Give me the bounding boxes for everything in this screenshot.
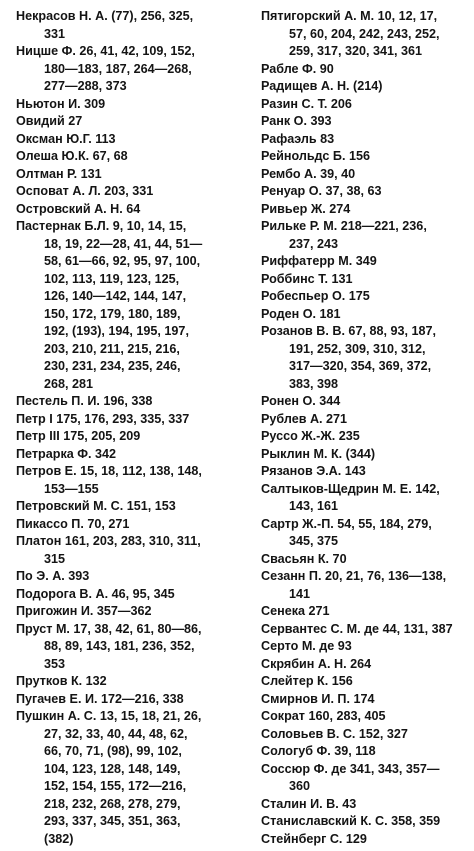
- index-entry-line: Роден О. 181: [261, 306, 341, 321]
- index-entry-line: 191, 252, 309, 310, 312,: [289, 341, 426, 356]
- index-entry-line: 203, 210, 211, 215, 216,: [44, 341, 180, 356]
- index-entry-line: 126, 140—142, 144, 147,: [44, 289, 187, 303]
- index-entry-line: Сологуб Ф. 39, 118: [261, 744, 376, 758]
- index-entry-line: 66, 70, 71, (98), 99, 102,: [44, 744, 182, 758]
- index-entry: [261, 551, 466, 569]
- index-entry-line: Рафаэль 83: [261, 131, 335, 146]
- index-entry-line: Соловьев В. С. 152, 327: [261, 726, 408, 741]
- index-entry-line: Салтыков-Щедрин М. Е. 142,: [261, 481, 440, 496]
- index-entry-line: Пугачев Е. И. 172—216, 338: [16, 691, 184, 706]
- index-entry-line: 268, 281: [44, 376, 94, 391]
- index-entry-line: Осповат А. Л. 203, 331: [16, 184, 154, 198]
- index-entry: [261, 113, 466, 131]
- index-entry-line: Петр III 175, 205, 209: [16, 429, 141, 443]
- index-entry: [261, 148, 466, 166]
- index-entry: [261, 411, 466, 429]
- index-entry-line: 141: [289, 586, 311, 601]
- index-entry: [261, 708, 466, 726]
- index-entry-line: 353: [44, 656, 66, 671]
- index-entry: [261, 831, 466, 849]
- index-entry: [261, 743, 466, 761]
- index-entry: [261, 621, 466, 639]
- index-entry-line: Серто М. де 93: [261, 639, 352, 653]
- index-entry-line: Станиславский К. С. 358, 359: [261, 814, 441, 828]
- index-entry-line: Сталин И. В. 43: [261, 796, 357, 811]
- index-entry: [261, 166, 466, 184]
- index-entry-line: Оксман Ю.Г. 113: [16, 131, 116, 146]
- index-entry: [261, 218, 466, 253]
- index-entry: [16, 673, 226, 691]
- index-entry: [16, 113, 226, 131]
- index-entry: [16, 498, 226, 516]
- index-entry: [261, 656, 466, 674]
- index-entry-line: Рембо А. 39, 40: [261, 166, 356, 181]
- index-entry-line: Прутков К. 132: [16, 674, 107, 688]
- index-entry-line: 293, 337, 345, 351, 363,: [44, 814, 181, 828]
- index-entry-line: 237, 243: [289, 236, 339, 251]
- index-entry-line: Смирнов И. П. 174: [261, 691, 375, 706]
- index-entry-line: 383, 398: [289, 376, 339, 391]
- index-entry-line: Рильке Р. М. 218—221, 236,: [261, 219, 427, 233]
- index-entry: [16, 43, 226, 96]
- index-entry-line: Стейнберг С. 129: [261, 831, 367, 846]
- index-entry-line: Радищев А. Н. (214): [261, 79, 383, 93]
- index-entry-line: Петрарка Ф. 342: [16, 446, 117, 461]
- index-entry: [16, 463, 226, 498]
- index-entry: [261, 813, 466, 831]
- index-entry: [261, 271, 466, 289]
- index-entry-line: 360: [289, 779, 311, 793]
- index-entry-line: Пригожин И. 357—362: [16, 604, 152, 618]
- index-entry: [261, 78, 466, 96]
- index-entry: [16, 166, 226, 184]
- index-entry-line: Петр I 175, 176, 293, 335, 337: [16, 411, 190, 426]
- index-entry: [261, 691, 466, 709]
- index-entry-line: 317—320, 354, 369, 372,: [289, 359, 432, 373]
- index-entry: [16, 533, 226, 568]
- index-entry: [261, 568, 466, 603]
- index-entry-line: Пастернак Б.Л. 9, 10, 14, 15,: [16, 219, 187, 233]
- index-entry-line: Петров Е. 15, 18, 112, 138, 148,: [16, 464, 202, 478]
- index-entry-line: 218, 232, 268, 278, 279,: [44, 796, 181, 811]
- index-entry-line: 315: [44, 551, 66, 566]
- index-entry-line: Ривьер Ж. 274: [261, 201, 351, 216]
- index-entry: [261, 446, 466, 464]
- index-entry: [261, 673, 466, 691]
- index-entry-line: 57, 60, 204, 242, 243, 252,: [289, 26, 440, 41]
- index-entry-line: Слейтер К. 156: [261, 674, 353, 688]
- index-column-left: [16, 8, 226, 848]
- index-entry-line: 150, 172, 179, 180, 189,: [44, 306, 181, 321]
- index-entry-line: 27, 32, 33, 40, 44, 48, 62,: [44, 726, 188, 741]
- index-entry: [261, 761, 466, 796]
- index-entry: [16, 8, 226, 43]
- index-entry-line: Ранк О. 393: [261, 114, 332, 128]
- index-entry: [16, 201, 226, 219]
- index-entry-line: Рабле Ф. 90: [261, 61, 334, 76]
- index-entry: [16, 586, 226, 604]
- index-entry-line: По Э. А. 393: [16, 569, 90, 583]
- index-entry: [261, 253, 466, 271]
- index-entry-line: Ронен О. 344: [261, 394, 341, 408]
- index-entry-line: Подорога В. А. 46, 95, 345: [16, 586, 175, 601]
- index-entry-line: Некрасов Н. А. (77), 256, 325,: [16, 9, 194, 23]
- index-entry-line: 180—183, 187, 264—268,: [44, 61, 192, 76]
- index-entry-line: 192, (193), 194, 195, 197,: [44, 324, 189, 338]
- index-entry: [261, 61, 466, 79]
- index-entry-line: Сартр Ж.-П. 54, 55, 184, 279,: [261, 516, 432, 531]
- index-entry-line: Сенека 271: [261, 604, 330, 618]
- index-entry-line: Рублев А. 271: [261, 411, 348, 426]
- index-entry: [261, 96, 466, 114]
- index-entry: [16, 603, 226, 621]
- index-entry-line: Риффатерр М. 349: [261, 254, 377, 268]
- index-entry: [261, 796, 466, 814]
- index-entry-line: 259, 317, 320, 341, 361: [289, 44, 423, 58]
- index-entry: [16, 708, 226, 848]
- index-entry: [16, 183, 226, 201]
- index-entry-line: Олтман Р. 131: [16, 166, 102, 181]
- index-entry-line: Розанов В. В. 67, 88, 93, 187,: [261, 324, 436, 338]
- index-entry: [261, 393, 466, 411]
- index-entry-line: Пушкин А. С. 13, 15, 18, 21, 26,: [16, 709, 202, 723]
- index-entry: [16, 516, 226, 534]
- index-entry-line: (382): [44, 831, 74, 846]
- index-entry: [261, 516, 466, 551]
- index-entry-line: Роббинс Т. 131: [261, 271, 353, 286]
- index-entry-line: Руссо Ж.-Ж. 235: [261, 429, 360, 443]
- index-entry-line: Рыклин М. К. (344): [261, 446, 376, 461]
- index-column-right: [261, 8, 466, 848]
- index-entry: [261, 201, 466, 219]
- index-entry: [16, 568, 226, 586]
- index-entry-line: 102, 113, 119, 123, 125,: [44, 271, 180, 286]
- index-entry: [261, 8, 466, 61]
- index-entry: [16, 411, 226, 429]
- index-entry: [261, 288, 466, 306]
- index-entry-line: Рязанов Э.А. 143: [261, 464, 366, 478]
- index-entry: [261, 726, 466, 744]
- index-entry-line: Платон 161, 203, 283, 310, 311,: [16, 534, 201, 548]
- index-entry-line: 143, 161: [289, 499, 339, 513]
- index-entry: [261, 323, 466, 393]
- index-entry-line: Сократ 160, 283, 405: [261, 709, 386, 723]
- index-entry: [261, 131, 466, 149]
- index-entry: [16, 428, 226, 446]
- index-entry: [16, 148, 226, 166]
- index-entry-line: 18, 19, 22—28, 41, 44, 51—: [44, 236, 203, 251]
- index-entry-line: 277—288, 373: [44, 79, 127, 93]
- index-entry: [261, 463, 466, 481]
- index-entry-line: 104, 123, 128, 148, 149,: [44, 761, 181, 776]
- index-entry-line: Островский А. Н. 64: [16, 201, 141, 216]
- index-entry: [16, 691, 226, 709]
- index-entry: [16, 621, 226, 674]
- index-entry-line: 153—155: [44, 481, 99, 496]
- index-entry: [261, 183, 466, 201]
- index-entry: [261, 306, 466, 324]
- index-entry-line: 331: [44, 26, 66, 41]
- index-entry: [16, 131, 226, 149]
- index-entry-line: Сервантес С. М. де 44, 131, 387: [261, 621, 453, 636]
- index-entry: [16, 218, 226, 393]
- index-entry-line: 152, 154, 155, 172—216,: [44, 779, 187, 793]
- index-entry-line: Ницше Ф. 26, 41, 42, 109, 152,: [16, 44, 195, 58]
- index-entry: [261, 481, 466, 516]
- index-entry-line: Ренуар О. 37, 38, 63: [261, 184, 382, 198]
- index-entry: [261, 428, 466, 446]
- index-entry-line: Робеспьер О. 175: [261, 289, 370, 303]
- index-entry-line: 88, 89, 143, 181, 236, 352,: [44, 639, 195, 653]
- index-entry: [261, 603, 466, 621]
- index-entry: [16, 96, 226, 114]
- index-entry-line: Овидий 27: [16, 114, 83, 128]
- index-entry-line: Пестель П. И. 196, 338: [16, 394, 153, 408]
- index-entry-line: Свасьян К. 70: [261, 551, 347, 566]
- index-entry-line: Рейнольдс Б. 156: [261, 149, 370, 163]
- index-entry-line: Соссюр Ф. де 341, 343, 357—: [261, 761, 440, 776]
- index-entry: [261, 638, 466, 656]
- index-entry-line: 345, 375: [289, 534, 339, 548]
- index-entry-line: Пикассо П. 70, 271: [16, 516, 130, 531]
- index-entry-line: Сезанн П. 20, 21, 76, 136—138,: [261, 569, 447, 583]
- index-entry-line: Пятигорский А. М. 10, 12, 17,: [261, 9, 438, 23]
- index-entry-line: Ньютон И. 309: [16, 96, 106, 111]
- index-entry-line: Разин С. Т. 206: [261, 96, 352, 111]
- index-entry-line: 58, 61—66, 92, 95, 97, 100,: [44, 254, 201, 268]
- index-entry-line: Олеша Ю.К. 67, 68: [16, 149, 128, 163]
- index-entry: [16, 393, 226, 411]
- index-entry: [16, 446, 226, 464]
- index-entry-line: 230, 231, 234, 235, 246,: [44, 359, 181, 373]
- index-entry-line: Пруст М. 17, 38, 42, 61, 80—86,: [16, 621, 202, 636]
- index-entry-line: Скрябин А. Н. 264: [261, 656, 372, 671]
- index-entry-line: Петровский М. С. 151, 153: [16, 499, 176, 513]
